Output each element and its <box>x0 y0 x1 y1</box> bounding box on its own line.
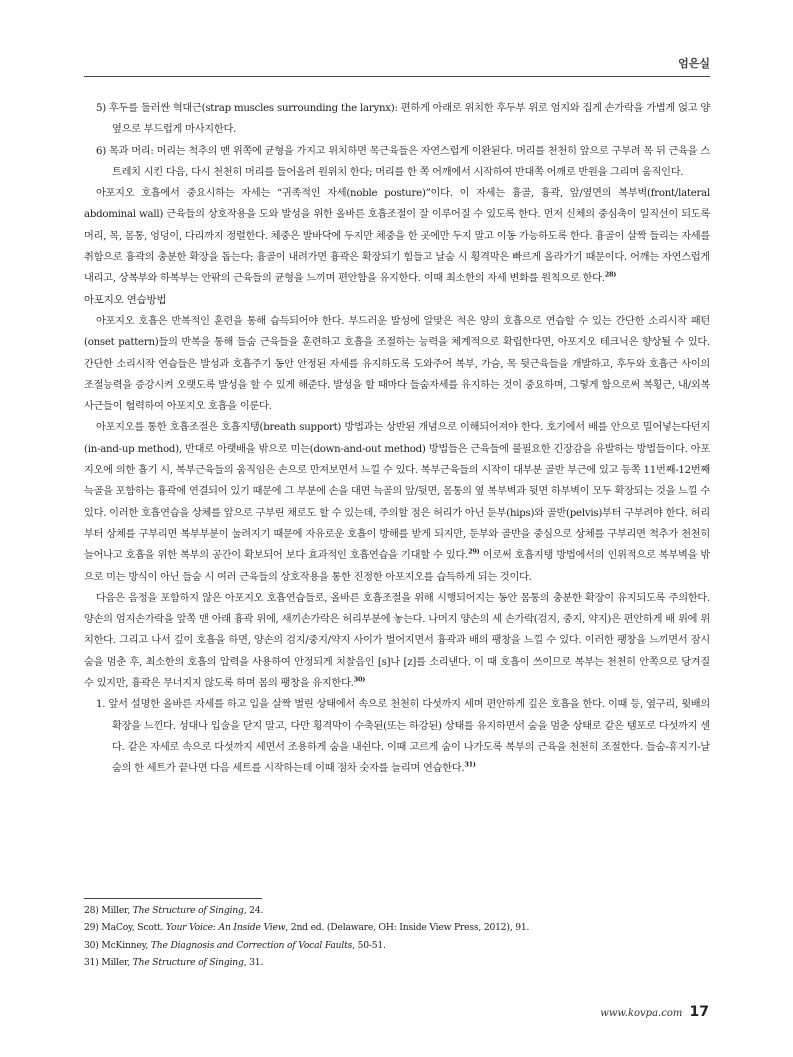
footnote-ref: 31) <box>464 760 476 769</box>
page-number: 17 <box>689 1004 709 1020</box>
list-item-5: 5) 후두를 둘러싼 혁대근(strap muscles surrounding the larynx): 편하게 아래로 위치한 후두부 위로 엄지와 집게 손가락을 가볍게 얹고 양 옆으로 부드럽게 마사지한다. <box>96 103 710 136</box>
footnote-ref: 29) <box>468 547 480 556</box>
footer-url: www.kovpa.com <box>600 1008 683 1019</box>
footnotes <box>84 902 710 972</box>
paragraph-exercises: 다음은 음정을 포함하지 않은 아포지오 호흡연습들로, 올바른 호흡조절을 위해 시행되어지는 동안 몸통의 충분한 확장이 유지되도록 주의한다. 양손의 엄지손가락을 앞쪽 맨 아래 흉곽 위에, 새끼손가락은 허리부분에 놓는다. 나머지 양손의 세 손가락(검지, 중지, 약지)은 편안하게 배 위에 위치한다. 그리고 나서 깊이 호흡을 하면, 양손의 검지/중지/약지 사이가 벌어지면서 흉곽과 배의 팽창을 느낄 수 있다. 이러한 팽창을 느끼면서 잠시 숨을 멈춘 후, 최소한의 호흡의 압력을 사용하여 안정되게 치찰음인 [s]나 [z]를 소리낸다. 이 때 호흡이 쓰이므로 복부는 천천히 안쪽으로 당겨질 수 있지만, 흉곽은 무너지지 않도록 하며 몸의 팽창을 유지한다.$^{30)}$ <box>84 592 710 690</box>
paragraph-posture: 아포지오 호흡에서 중요시하는 자세는 “귀족적인 자세(noble posture)”이다. 이 자세는 흉골, 흉곽, 앞/옆면의 복부벽(front/lateral abdominal wall) 근육들의 상호작용을 도와 발성을 위한 올바른 호흡조절이 잘 이루어질 수 있도록 한다. 먼저 신체의 중심축이 일직선이 되도록 머리, 목, 몸통, 엉덩이, 다리까지 정렬한다. 체중은 발바닥에 두지만 체중을 한 곳에만 두지 말고 이동 가능하도록 한다. 흉골이 살짝 들리는 자세를 취함으로 흉곽의 충분한 확장을 돕는다; 흉골이 내려가면 흉곽은 확장되기 힘들고 날숨 시 횡격막은 빠르게 올라가기 때문이다. 어깨는 자연스럽게 내리고, 상복부와 하복부는 안팎의 근육들의 균형을 느끼며 편안함을 유지한다. 이때 최소한의 자세 변화를 원칙으로 한다.$^{28)}$ <box>84 188 710 285</box>
list-item-6: 6) 목과 머리: 머리는 척추의 맨 위쪽에 균형을 가지고 위치하면 목근육들은 자연스럽게 이완된다. 머리를 천천히 앞으로 구부려 목 뒤 근육을 스트레치 시킨 다음, 다시 천천히 머리를 들어올려 원위치 한다; 머리를 한 쪽 어깨에서 시작하여 반대쪽 어깨로 반원을 그리며 움직인다. <box>96 145 710 178</box>
section-title: 엄은실 <box>678 57 710 70</box>
paragraph-practice: 아포지오 호흡은 반복적인 훈련을 통해 습득되어야 한다. 부드러운 발성에 알맞은 적은 양의 호흡으로 연습할 수 있는 간단한 소리시작 패턴(onset pattern)들의 반복을 통해 들숨 근육들을 훈련하고 호흡을 조절하는 능력을 체계적으로 확립한다면, 아포지오 테크닉은 향상될 수 있다. 간단한 소리시작 연습들은 발성과 호흡주기 동안 안정된 자세를 유지하도록 도와주어 복부, 가슴, 목 뒷근육들을 개발하고, 후두와 호흡근 사이의 조절능력을 증강시켜 오랫도록 발성을 할 수 있게 해준다. 발성을 할 때마다 들숨자세를 유지하는 것이 중요하며, 그렇게 함으로써 복횡근, 내/외복사근들이 협력하여 아포지오 호흡을 이룬다. <box>84 315 710 413</box>
footnote-rule <box>84 898 262 899</box>
footnote-29: 29) MaCoy, Scott. Your Voice: An Inside View, 2nd ed. (Delaware, OH: Inside View Press, 2012), 91. <box>84 922 530 934</box>
exercise-item-1: 1. 앞서 설명한 올바른 자세를 하고 입을 살짝 벌린 상태에서 속으로 천천히 다섯까지 세며 편안하게 깊은 호흡을 한다. 이때 등, 옆구리, 윗배의 확장을 느낀다. 성대나 입술을 닫지 말고, 다만 횡격막이 수축된(또는 하강된) 상태를 유지하면서 숨을 멈춘 상태로 같은 템포로 다섯까지 센다. 같은 자세로 속으로 다섯까지 세면서 조용하게 숨을 내쉰다. 이때 고르게 숨이 나가도록 복부의 근육을 천천히 조절한다. 들숨-휴지기-날숨의 한 세트가 끝나면 다음 세트를 시작하는데 이때 점차 숫자를 늘리며 연습한다.$^{31)}$ <box>96 699 710 775</box>
header-rule <box>84 76 710 77</box>
body-text <box>84 98 710 780</box>
paragraph-breath-support: 아포지오를 통한 호흡조절은 호흡지탱(breath support) 방법과는 상반된 개념으로 이해되어져야 한다. 호기에서 배를 안으로 밀어넣는다던지(in-and-up method), 반대로 아랫배을 밖으로 미는(down-and-out method) 방법들은 근육들에 불필요한 긴장감을 유발하는 방법들이다. 아포지오에 의한 흡기 시, 복부근육들의 움직임은 손으로 만져보면서 느낄 수 있다. 복부근육들의 시작이 대부분 골반 부근에 있고 등쪽 11번째-12번째 늑골을 포함하는 흉곽에 연결되어 있기 때문에 그 부분에 손을 대면 늑골의 앞/뒷면, 몸통의 옆 복부벽과 뒷면 하부벽이 모두 확장되는 것을 느낄 수 있다. 이러한 호흡연습을 상체를 앞으로 구부린 채로도 할 수 있는데, 주의할 점은 허리가 아닌 둔부(hips)와 골반(pelvis)부터 구부려야 한다. 허리부터 상체를 구부리면 복부부분이 눌려지기 때문에 자유로운 호흡이 방해를 받게 되지만, 둔부와 골반을 중심으로 상체를 구부리면 척추가 천천히 늘어나고 호흡을 위한 복부의 공간이 확보되어 보다 효과적인 호흡연습을 기대할 수 있다.$^{29)}$ 이로써 호흡지탱 방법에서의 인위적으로 복부벽을 밖으로 미는 방식이 아닌 들숨 시 여러 근육들의 상호작용을 통한 진정한 아포지오를 습득하게 되는 것이다. <box>84 422 711 583</box>
section-heading: 아포지오 연습방법 <box>84 293 167 306</box>
footnote-31: 31) Miller, The Structure of Singing, 31. <box>84 957 264 969</box>
footnote-28: 28) Miller, The Structure of Singing, 24. <box>84 905 264 916</box>
footnote-30: 30) McKinney, The Diagnosis and Correction of Vocal Faults, 50-51. <box>84 939 386 951</box>
footnote-ref: 30) <box>353 675 366 684</box>
footnote-ref: 28) <box>604 270 617 279</box>
page-footer <box>600 1004 709 1020</box>
running-header <box>84 55 710 75</box>
